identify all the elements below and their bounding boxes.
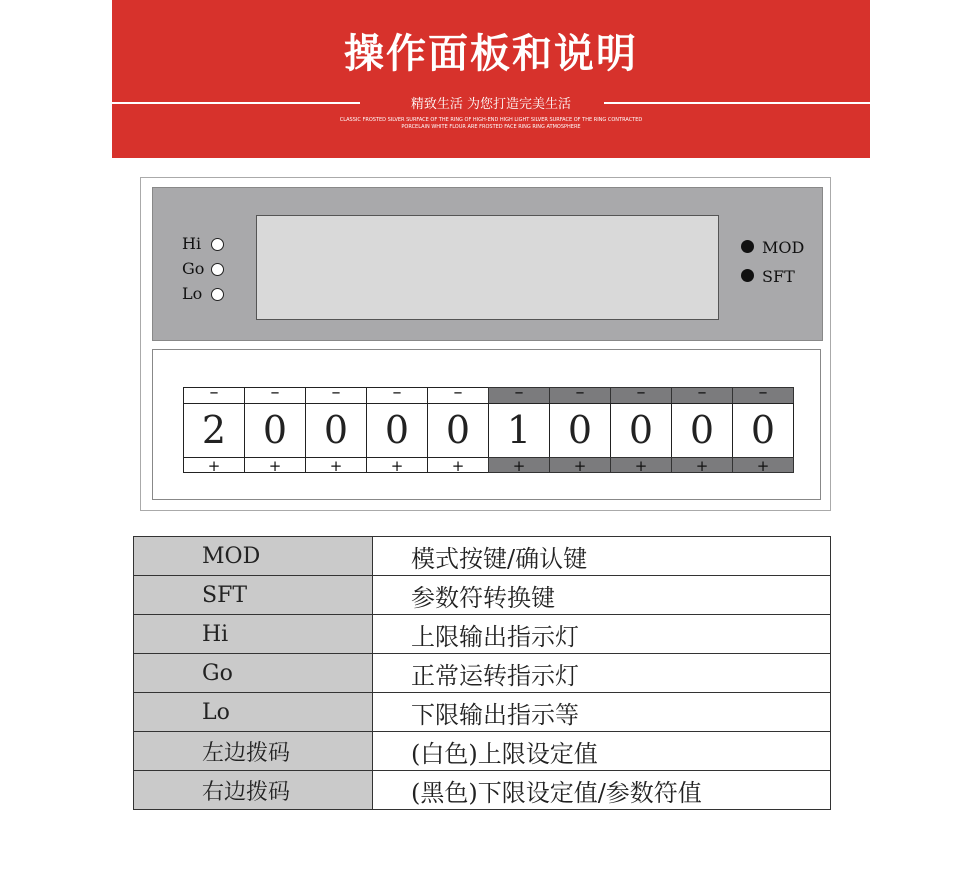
minus-icon: – xyxy=(514,382,524,403)
dial-digit: 0 xyxy=(671,403,733,458)
black-dial-4 xyxy=(671,382,733,475)
dial-digit: 0 xyxy=(244,403,306,458)
page-title: 操作面板和说明 xyxy=(344,31,638,77)
table-row xyxy=(134,654,831,693)
go-label: Go xyxy=(182,259,205,278)
hi-label: Hi xyxy=(182,234,202,253)
divider-line-right xyxy=(604,102,870,104)
description-table xyxy=(133,536,831,810)
black-dial-1 xyxy=(488,382,550,475)
plus-icon: + xyxy=(512,457,526,475)
device-panel xyxy=(140,177,831,511)
lcd-screen xyxy=(256,215,719,320)
dial-digit: 0 xyxy=(549,403,611,458)
banner-fine-print-1: CLASSIC FROSTED SILVER SURFACE OF THE RING OF HIGH-END HIGH LIGHT SILVER SURFACE OF THE RING CONTRACTED xyxy=(339,117,643,123)
white-dial-4 xyxy=(366,382,428,475)
minus-icon: – xyxy=(758,382,768,403)
row-key: Go xyxy=(134,654,373,693)
dial-digit: 0 xyxy=(366,403,428,458)
row-key: Hi xyxy=(134,615,373,654)
table-row xyxy=(134,732,831,771)
white-dial-3 xyxy=(305,382,367,475)
sft-label: SFT xyxy=(762,267,795,286)
white-dial-5 xyxy=(427,382,489,475)
minus-icon: – xyxy=(697,382,707,403)
dial-digit: 0 xyxy=(732,403,794,458)
header-banner xyxy=(112,0,870,158)
black-dial-5 xyxy=(732,382,794,475)
minus-icon: – xyxy=(209,382,219,403)
lo-label: Lo xyxy=(182,284,203,303)
minus-icon: – xyxy=(575,382,585,403)
dial-digit: 0 xyxy=(427,403,489,458)
table-row xyxy=(134,693,831,732)
minus-icon: – xyxy=(636,382,646,403)
plus-icon: + xyxy=(573,457,587,475)
plus-icon: + xyxy=(390,457,404,475)
dial-digit: 0 xyxy=(610,403,672,458)
lo-indicator-icon xyxy=(211,288,224,301)
dial-digit: 1 xyxy=(488,403,550,458)
dial-digit: 2 xyxy=(183,403,245,458)
plus-icon: + xyxy=(207,457,221,475)
hi-indicator-icon xyxy=(211,238,224,251)
plus-icon: + xyxy=(634,457,648,475)
minus-icon: – xyxy=(453,382,463,403)
row-value: 上限输出指示灯 xyxy=(373,615,831,654)
row-value: (黑色)下限设定值/参数符值 xyxy=(373,771,831,810)
dial-switch-area xyxy=(152,349,821,500)
row-key: MOD xyxy=(134,537,373,576)
white-dial-2 xyxy=(244,382,306,475)
banner-subtitle: 精致生活 为您打造完美生活 xyxy=(410,97,572,112)
mod-label: MOD xyxy=(762,238,805,257)
plus-icon: + xyxy=(756,457,770,475)
minus-icon: – xyxy=(270,382,280,403)
display-area xyxy=(152,187,823,341)
row-value: 模式按键/确认键 xyxy=(373,537,831,576)
go-indicator-icon xyxy=(211,263,224,276)
banner-fine-print-2: PORCELAIN WHITE FLOUR ARE FROSTED FACE RING RING ATMOSPHERE xyxy=(401,124,581,130)
table-row xyxy=(134,771,831,810)
row-key: SFT xyxy=(134,576,373,615)
plus-icon: + xyxy=(268,457,282,475)
row-value: 正常运转指示灯 xyxy=(373,654,831,693)
dial-digit: 0 xyxy=(305,403,367,458)
row-value: (白色)上限设定值 xyxy=(373,732,831,771)
table-row xyxy=(134,615,831,654)
plus-icon: + xyxy=(451,457,465,475)
black-dial-3 xyxy=(610,382,672,475)
mod-button-icon xyxy=(741,240,754,253)
row-key: 左边拨码 xyxy=(134,732,373,771)
white-dial-1 xyxy=(183,382,245,475)
black-dial-2 xyxy=(549,382,611,475)
row-value: 下限输出指示等 xyxy=(373,693,831,732)
plus-icon: + xyxy=(695,457,709,475)
table-row xyxy=(134,537,831,576)
plus-icon: + xyxy=(329,457,343,475)
minus-icon: – xyxy=(331,382,341,403)
row-key: 右边拨码 xyxy=(134,771,373,810)
row-key: Lo xyxy=(134,693,373,732)
minus-icon: – xyxy=(392,382,402,403)
table-row xyxy=(134,576,831,615)
row-value: 参数符转换键 xyxy=(373,576,831,615)
sft-button-icon xyxy=(741,269,754,282)
